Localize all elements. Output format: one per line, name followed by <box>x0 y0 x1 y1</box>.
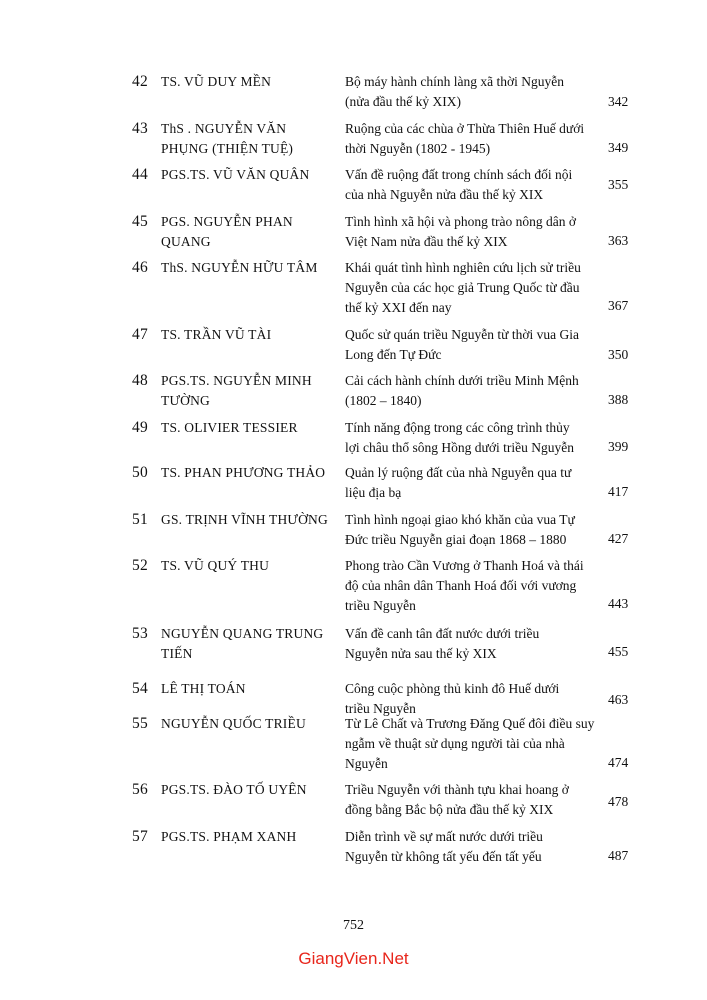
entry-number: 56 <box>132 781 148 798</box>
entry-number: 43 <box>132 120 148 137</box>
entry-title: Khái quát tình hình nghiên cứu lịch sử triều Nguyễn của các học giả Trung Quốc từ đầu thế kỷ XXI đến nay <box>345 260 581 315</box>
entry-author: TS. VŨ DUY MỀN <box>161 74 272 89</box>
entry-page-number: 355 <box>608 177 629 192</box>
entry-number: 46 <box>132 259 148 276</box>
entry-page-number: 427 <box>608 531 629 546</box>
entry-page-number: 443 <box>608 596 629 611</box>
entry-author: PGS.TS. PHẠM XANH <box>161 829 297 844</box>
entry-title: Tình hình ngoại giao khó khăn của vua Tự Đức triều Nguyễn giai đoạn 1868 – 1880 <box>345 512 575 547</box>
entry-author: NGUYỄN QUỐC TRIỀU <box>161 716 306 731</box>
entry-author: NGUYỄN QUANG TRUNG TIẾN <box>161 626 324 661</box>
entry-author: TS. OLIVIER TESSIER <box>161 420 298 435</box>
entry-title: Quốc sử quán triều Nguyễn từ thời vua Gia Long đến Tự Đức <box>345 327 579 362</box>
entry-page-number: 349 <box>608 140 629 155</box>
entry-author: PGS. NGUYỄN PHAN QUANG <box>161 214 293 249</box>
entry-title: Từ Lê Chất và Trương Đăng Quế đôi điều suy ngẫm về thuật sử dụng người tài của nhà Nguyễn <box>345 716 595 771</box>
entry-number: 54 <box>132 680 148 697</box>
entry-title: Công cuộc phòng thủ kinh đô Huế dưới triều Nguyễn <box>345 681 560 716</box>
entry-number: 49 <box>132 419 148 436</box>
entry-title: Bộ máy hành chính làng xã thời Nguyễn (nửa đầu thế kỷ XIX) <box>345 74 564 109</box>
entry-page-number: 487 <box>608 848 629 863</box>
entry-title: Triều Nguyễn với thành tựu khai hoang ở đồng bằng Bắc bộ nửa đầu thế kỷ XIX <box>345 782 569 817</box>
entry-number: 45 <box>132 213 148 230</box>
entry-title: Ruộng của các chùa ở Thừa Thiên Huế dưới thời Nguyễn (1802 - 1945) <box>345 121 585 156</box>
entry-page-number: 417 <box>608 484 629 499</box>
entry-author: ThS. NGUYỄN HỮU TÂM <box>161 260 318 275</box>
entry-title: Cải cách hành chính dưới triều Minh Mệnh (1802 – 1840) <box>345 373 579 408</box>
entry-page-number: 455 <box>608 644 629 659</box>
entry-number: 51 <box>132 511 148 528</box>
entry-page-number: 350 <box>608 347 629 362</box>
entry-number: 47 <box>132 326 148 343</box>
entry-title: Tình hình xã hội và phong trào nông dân ở Việt Nam nửa đầu thế kỷ XIX <box>345 214 576 249</box>
entry-author: TS. VŨ QUÝ THU <box>161 558 270 573</box>
entry-page-number: 388 <box>608 392 629 407</box>
entry-page-number: 363 <box>608 233 629 248</box>
entry-page-number: 478 <box>608 794 629 809</box>
entry-page-number: 342 <box>608 94 629 109</box>
entry-page-number: 463 <box>608 692 629 707</box>
watermark-text: GiangVien.Net <box>298 949 409 968</box>
entry-author: PGS.TS. VŨ VĂN QUÂN <box>161 167 310 182</box>
entry-page-number: 367 <box>608 298 629 313</box>
entry-author: ThS . NGUYỄN VĂN PHỤNG (THIỆN TUỆ) <box>161 121 294 156</box>
entry-title: Vấn đề ruộng đất trong chính sách đối nội của nhà Nguyễn nửa đầu thế kỷ XIX <box>345 167 573 202</box>
entry-number: 55 <box>132 715 148 732</box>
entry-number: 50 <box>132 464 148 481</box>
entry-title: Quản lý ruộng đất của nhà Nguyễn qua tư liệu địa bạ <box>345 465 572 500</box>
entry-author: PGS.TS. NGUYỄN MINH TƯỜNG <box>161 373 312 408</box>
entry-number: 52 <box>132 557 148 574</box>
entry-title: Phong trào Cần Vương ở Thanh Hoá và thái độ của nhân dân Thanh Hoá đối với vương triều Nguyễn <box>345 558 584 613</box>
entry-author: GS. TRỊNH VĨNH THƯỜNG <box>161 512 328 527</box>
entry-author: PGS.TS. ĐÀO TỐ UYÊN <box>161 782 307 797</box>
entry-number: 48 <box>132 372 148 389</box>
entry-number: 42 <box>132 73 148 90</box>
entry-number: 57 <box>132 828 148 845</box>
entry-page-number: 474 <box>608 755 629 770</box>
entry-author: TS. PHAN PHƯƠNG THẢO <box>161 465 326 480</box>
entry-page-number: 399 <box>608 439 629 454</box>
entry-number: 53 <box>132 625 148 642</box>
page-number: 752 <box>343 918 364 933</box>
entry-title: Tính năng động trong các công trình thủy lợi châu thổ sông Hồng dưới triều Nguyễn <box>345 420 574 455</box>
entry-title: Vấn đề canh tân đất nước dưới triều Nguyễn nửa sau thế kỷ XIX <box>345 626 540 661</box>
entry-number: 44 <box>132 166 148 183</box>
entry-title: Diễn trình về sự mất nước dưới triều Nguyễn từ không tất yếu đến tất yếu <box>345 829 543 864</box>
entry-author: TS. TRẦN VŨ TÀI <box>161 327 272 342</box>
entry-author: LÊ THỊ TOÁN <box>161 681 246 696</box>
